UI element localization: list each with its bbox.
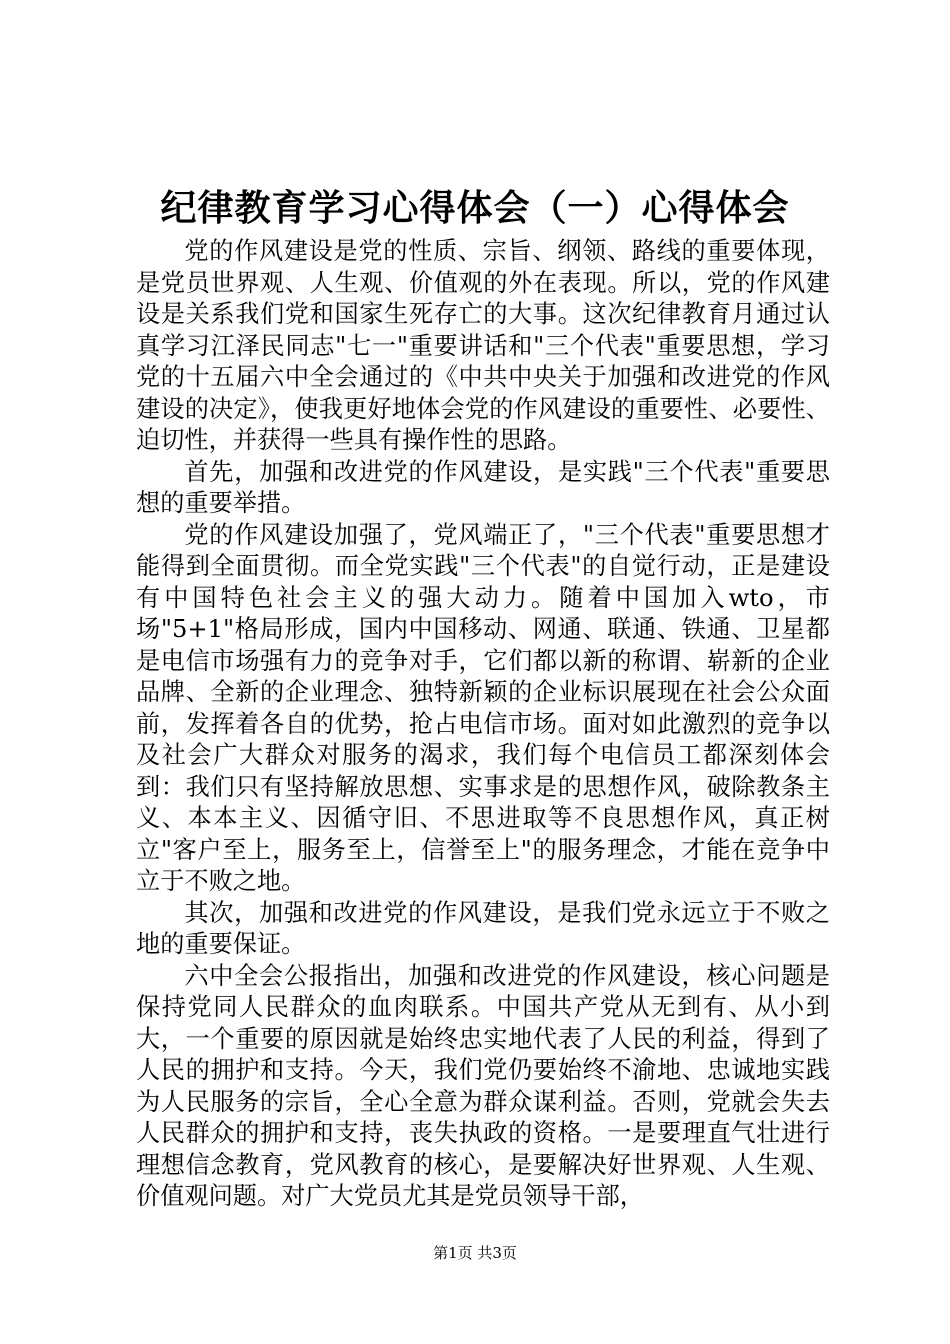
paragraph: 六中全会公报指出，加强和改进党的作风建设，核心问题是保持党同人民群众的血肉联系。中国共产党从无到有、从小到大，一个重要的原因就是始终忠实地代表了人民的利益，得到了人民的拥护和支持。今天，我们党仍要始终不渝地、忠诚地实践为人民服务的宗旨，全心全意为群众谋利益。否则，党就会失去人民群众的拥护和支持，丧失执政的资格。一是要理直气壮进行理想信念教育，党风教育的核心，是要解决好世界观、人生观、价值观问题。对广大党员尤其是党员领导干部， xyxy=(136,961,830,1210)
paragraph: 党的作风建设加强了，党风端正了，"三个代表"重要思想才能得到全面贯彻。而全党实践"三个代表"的自觉行动，正是建设有中国特色社会主义的强大动力。随着中国加入wto，市场"5+1"格局形成，国内中国移动、网通、联通、铁通、卫星都是电信市场强有力的竞争对手，它们都以新的称谓、崭新的企业品牌、全新的企业理念、独特新颖的企业标识展现在社会公众面前，发挥着各自的优势，抢占电信市场。面对如此激烈的竞争以及社会广大群众对服务的渴求，我们每个电信员工都深刻体会到：我们只有坚持解放思想、实事求是的思想作风，破除教条主义、本本主义、因循守旧、不思进取等不良思想作风，真正树立"客户至上，服务至上，信誉至上"的服务理念，才能在竞争中立于不败之地。 xyxy=(136,520,830,895)
document-body xyxy=(136,236,830,1213)
document-title: 纪律教育学习心得体会（一）心得体会 xyxy=(160,187,790,229)
paragraph: 党的作风建设是党的性质、宗旨、纲领、路线的重要体现，是党员世界观、人生观、价值观的外在表现。所以，党的作风建设是关系我们党和国家生死存亡的大事。这次纪律教育月通过认真学习江泽民同志"七一"重要讲话和"三个代表"重要思想，学习党的十五届六中全会通过的《中共中央关于加强和改进党的作风建设的决定》，使我更好地体会党的作风建设的重要性、必要性、迫切性，并获得一些具有操作性的思路。 xyxy=(136,237,830,454)
paragraph: 其次，加强和改进党的作风建设，是我们党永远立于不败之地的重要保证。 xyxy=(136,898,830,958)
paragraph: 首先，加强和改进党的作风建设，是实践"三个代表"重要思想的重要举措。 xyxy=(136,457,830,517)
page-footer: 第1页 共3页 xyxy=(433,1244,517,1262)
